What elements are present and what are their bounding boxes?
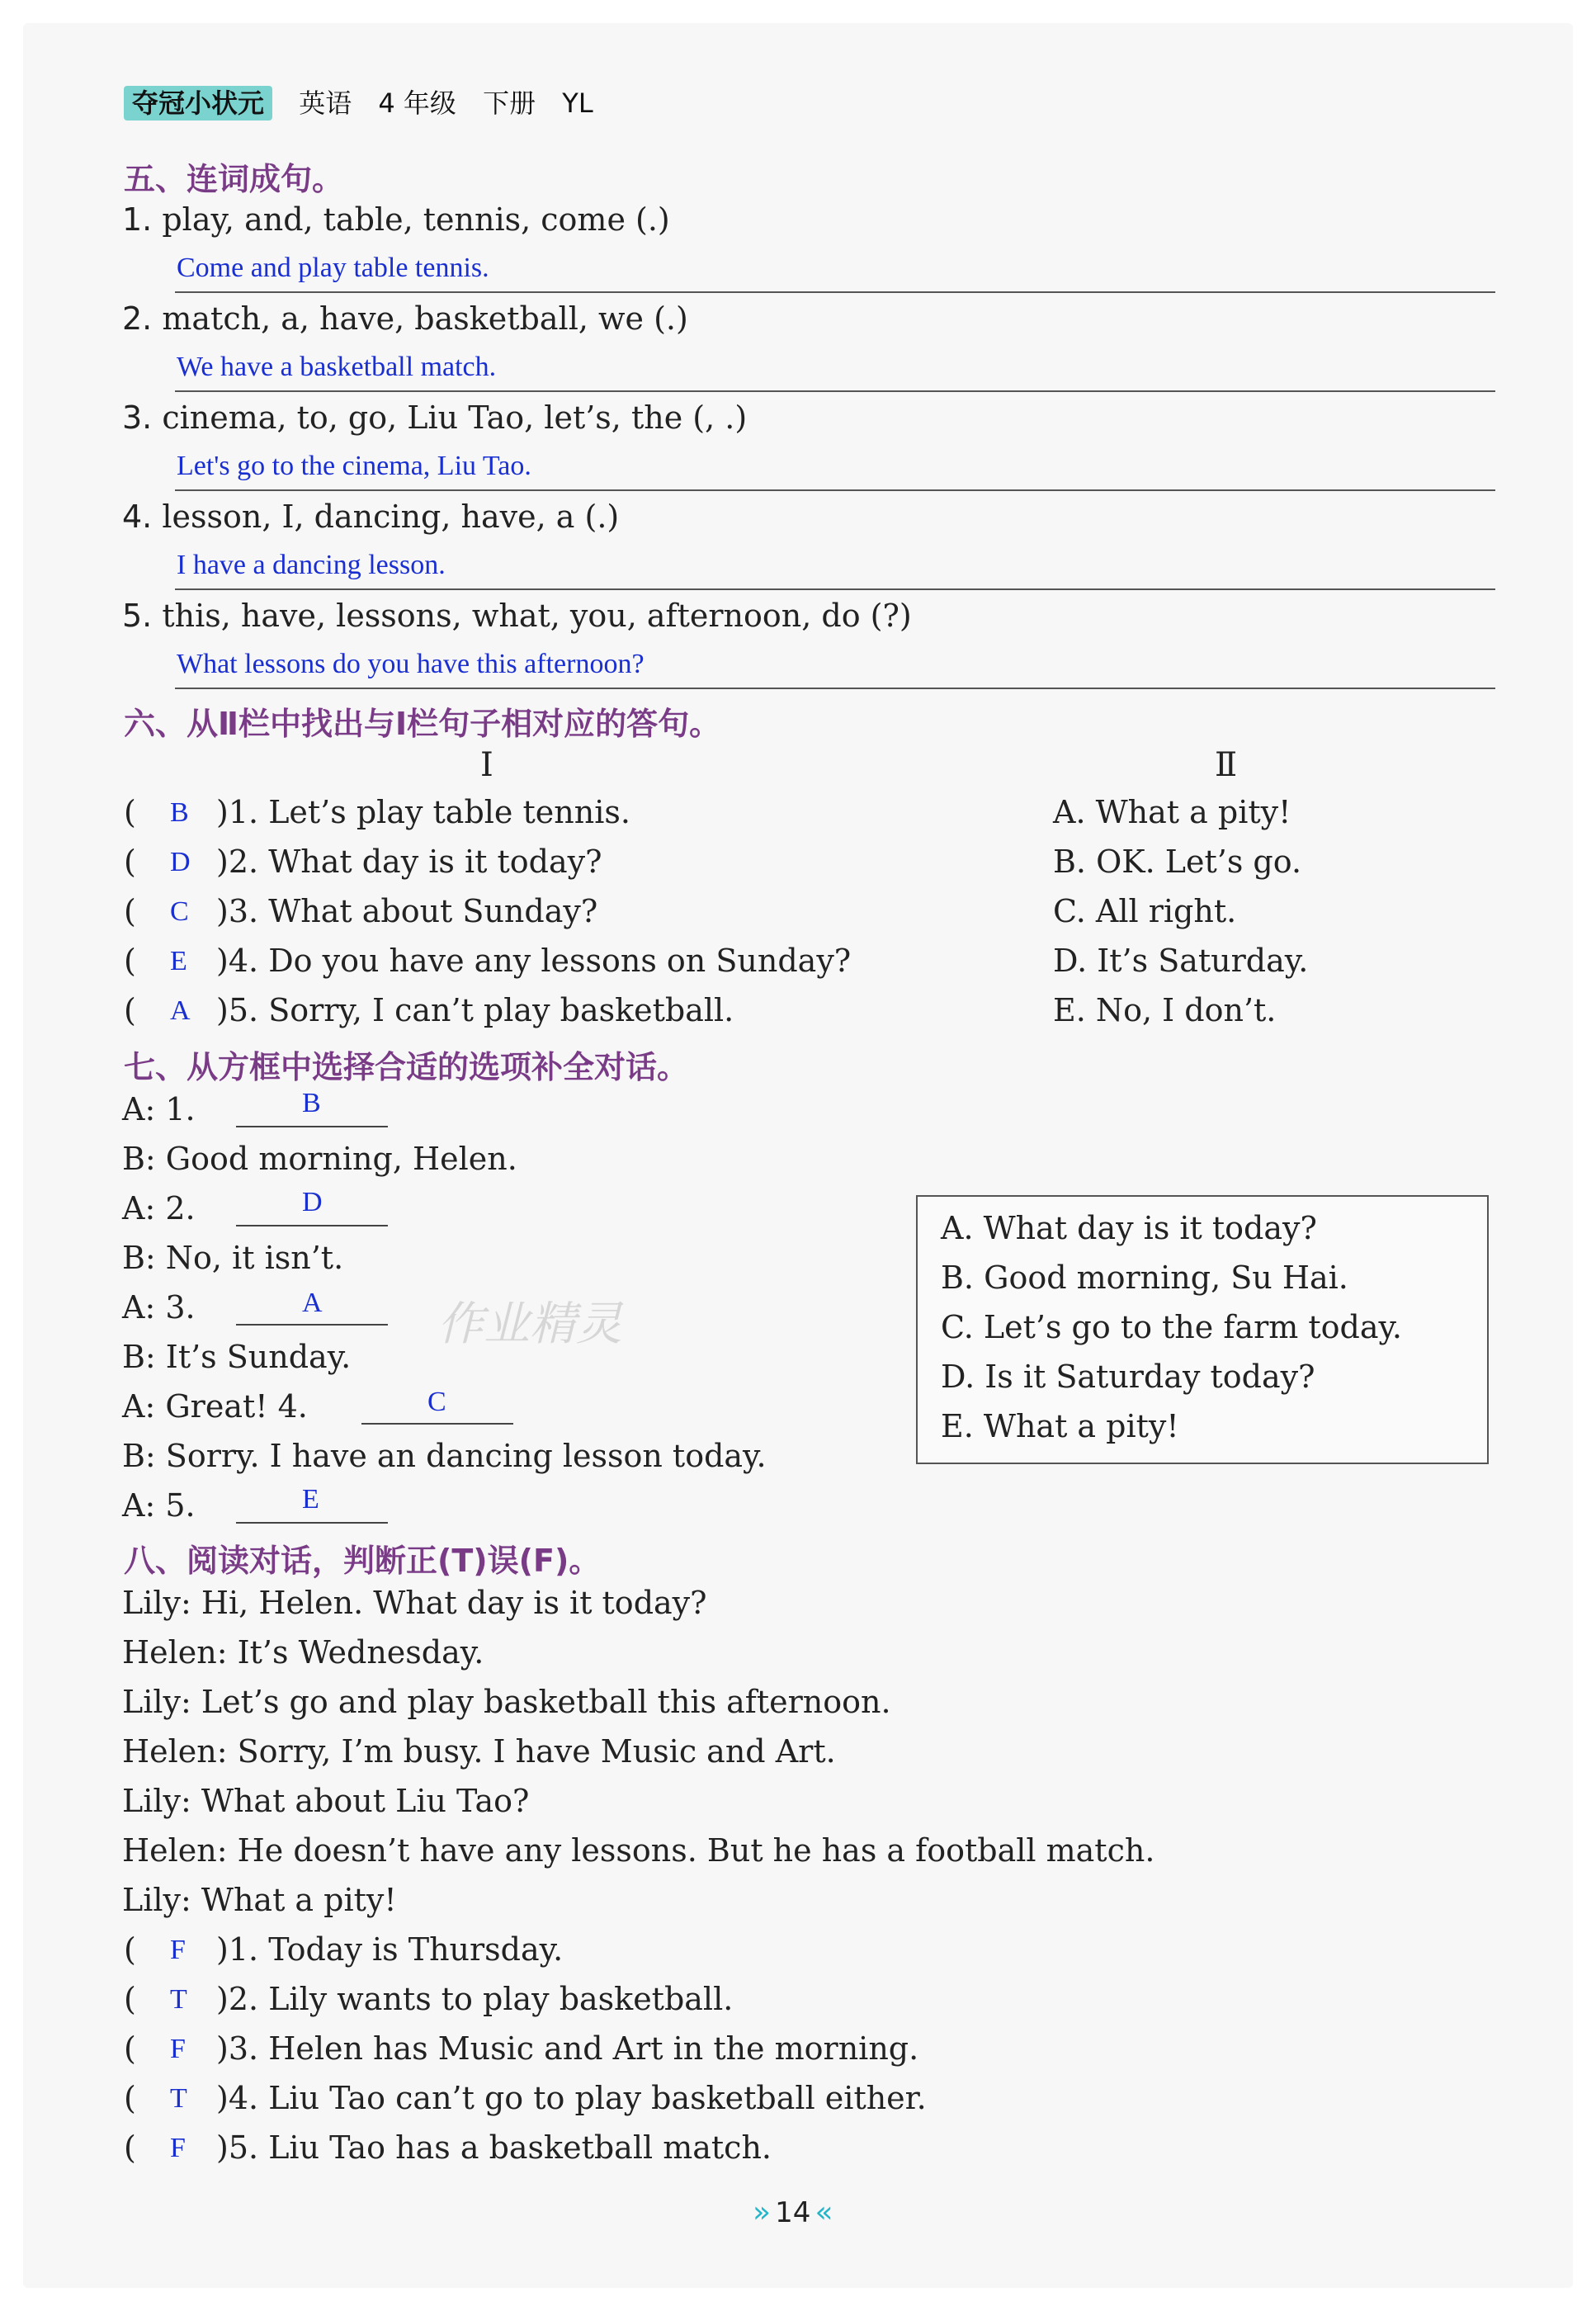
page-number-text: 14 — [775, 2196, 811, 2229]
s7-line-1: A: 1. — [122, 1091, 196, 1127]
column-1-label: Ⅰ — [480, 746, 493, 784]
chevron-left-icon: « — [815, 2195, 833, 2229]
s5-question-4: 4. lesson, I, dancing, have, a (.) — [122, 499, 620, 535]
open-paren: ( — [124, 992, 136, 1028]
s7-line-8: B: Sorry. I have an dancing lesson today. — [122, 1438, 767, 1474]
s5-answer-5: What lessons do you have this afternoon? — [177, 649, 645, 679]
fill-blank-line — [236, 1225, 388, 1226]
fill-blank-line — [361, 1423, 513, 1425]
open-paren: ( — [124, 1931, 136, 1968]
s7-answer-2: D — [302, 1187, 323, 1217]
fill-blank-line — [236, 1324, 388, 1326]
s8-answer-5: F — [170, 2133, 186, 2163]
subject-label: 英语 — [299, 87, 352, 119]
s7-line-5: A: 3. — [122, 1289, 196, 1326]
fill-blank-line — [236, 1522, 388, 1524]
dialogue-line-3: Lily: Let’s go and play basketball this afternoon. — [122, 1684, 891, 1720]
answer-line — [175, 390, 1495, 392]
s6-answer-2: D — [170, 847, 191, 877]
s6-question-1: )1. Let’s play table tennis. — [216, 794, 630, 830]
s8-answer-4: T — [170, 2083, 187, 2114]
open-paren: ( — [124, 2080, 136, 2116]
section8-title: 八、阅读对话，判断正(T)误(F)。 — [124, 1543, 601, 1579]
s5-answer-4: I have a dancing lesson. — [177, 550, 446, 580]
dialogue-line-1: Lily: Hi, Helen. What day is it today? — [122, 1585, 707, 1621]
s5-question-3: 3. cinema, to, go, Liu Tao, let’s, the (, .) — [122, 399, 748, 436]
box-option-d: D. Is it Saturday today? — [941, 1359, 1315, 1395]
answer-line — [175, 588, 1495, 590]
dialogue-line-6: Helen: He doesn’t have any lessons. But he has a football match. — [122, 1832, 1155, 1869]
s8-statement-4: )4. Liu Tao can’t go to play basketball either. — [216, 2080, 927, 2116]
s6-option-d: D. It’s Saturday. — [1053, 943, 1309, 979]
section5-title: 五、连词成句。 — [124, 161, 344, 197]
s7-line-2: B: Good morning, Helen. — [122, 1141, 517, 1177]
box-option-c: C. Let’s go to the farm today. — [941, 1309, 1402, 1345]
s6-answer-4: E — [170, 946, 187, 976]
box-option-e: E. What a pity! — [941, 1408, 1179, 1444]
s8-answer-3: F — [170, 2034, 186, 2064]
s5-question-5: 5. this, have, lessons, what, you, afternoon, do (?) — [122, 598, 912, 634]
s6-question-2: )2. What day is it today? — [216, 844, 602, 880]
box-option-a: A. What day is it today? — [941, 1210, 1317, 1246]
edition-label: YL — [562, 87, 593, 119]
s7-answer-4: C — [427, 1387, 446, 1417]
s8-statement-5: )5. Liu Tao has a basketball match. — [216, 2129, 772, 2166]
grade-label: 4 年级 — [378, 87, 456, 119]
box-option-b: B. Good morning, Su Hai. — [941, 1259, 1348, 1296]
s8-statement-1: )1. Today is Thursday. — [216, 1931, 564, 1968]
s6-option-c: C. All right. — [1053, 893, 1237, 929]
s7-line-4: B: No, it isn’t. — [122, 1240, 344, 1276]
s5-question-2: 2. match, a, have, basketball, we (.) — [122, 300, 688, 337]
section6-title: 六、从Ⅱ栏中找出与Ⅰ栏句子相对应的答句。 — [124, 706, 721, 742]
answer-line — [175, 688, 1495, 689]
watermark: 作业精灵 — [437, 1297, 622, 1351]
s7-answer-3: A — [302, 1288, 323, 1318]
volume-label: 下册 — [483, 87, 536, 119]
section7-title: 七、从方框中选择合适的选项补全对话。 — [124, 1049, 689, 1085]
column-2-label: Ⅱ — [1215, 746, 1238, 784]
open-paren: ( — [124, 893, 136, 929]
s6-option-b: B. OK. Let’s go. — [1053, 844, 1302, 880]
options-box — [916, 1195, 1489, 1464]
s8-statement-3: )3. Helen has Music and Art in the morning. — [216, 2030, 919, 2067]
s5-question-1: 1. play, and, table, tennis, come (.) — [122, 201, 670, 238]
s6-answer-1: B — [170, 797, 189, 828]
s5-answer-1: Come and play table tennis. — [177, 253, 489, 283]
s8-answer-1: F — [170, 1935, 186, 1965]
s6-option-a: A. What a pity! — [1053, 794, 1291, 830]
s7-line-6: B: It’s Sunday. — [122, 1339, 352, 1375]
answer-line — [175, 489, 1495, 491]
fill-blank-line — [236, 1126, 388, 1127]
chevron-right-icon: » — [753, 2195, 772, 2229]
page-header — [124, 83, 593, 121]
s7-answer-1: B — [302, 1088, 321, 1118]
s8-statement-2: )2. Lily wants to play basketball. — [216, 1981, 734, 2017]
dialogue-line-2: Helen: It’s Wednesday. — [122, 1634, 484, 1671]
s6-question-5: )5. Sorry, I can’t play basketball. — [216, 992, 734, 1028]
s6-answer-3: C — [170, 896, 189, 927]
open-paren: ( — [124, 1981, 136, 2017]
brand-label: 夺冠小状元 — [124, 86, 272, 121]
s7-line-7: A: Great! 4. — [122, 1388, 308, 1425]
s6-answer-5: A — [170, 995, 191, 1026]
dialogue-line-5: Lily: What about Liu Tao? — [122, 1783, 530, 1819]
s6-question-4: )4. Do you have any lessons on Sunday? — [216, 943, 852, 979]
dialogue-line-7: Lily: What a pity! — [122, 1882, 397, 1918]
s5-answer-2: We have a basketball match. — [177, 352, 497, 382]
s7-answer-5: E — [302, 1484, 319, 1515]
s7-line-9: A: 5. — [122, 1487, 196, 1524]
open-paren: ( — [124, 943, 136, 979]
s6-question-3: )3. What about Sunday? — [216, 893, 598, 929]
page-number — [753, 2195, 833, 2229]
open-paren: ( — [124, 794, 136, 830]
s6-option-e: E. No, I don’t. — [1053, 992, 1277, 1028]
dialogue-line-4: Helen: Sorry, I’m busy. I have Music and Art. — [122, 1733, 836, 1770]
open-paren: ( — [124, 2030, 136, 2067]
answer-line — [175, 291, 1495, 293]
s7-line-3: A: 2. — [122, 1190, 196, 1226]
s8-answer-2: T — [170, 1984, 187, 2015]
s5-answer-3: Let's go to the cinema, Liu Tao. — [177, 451, 531, 481]
open-paren: ( — [124, 2129, 136, 2166]
open-paren: ( — [124, 844, 136, 880]
